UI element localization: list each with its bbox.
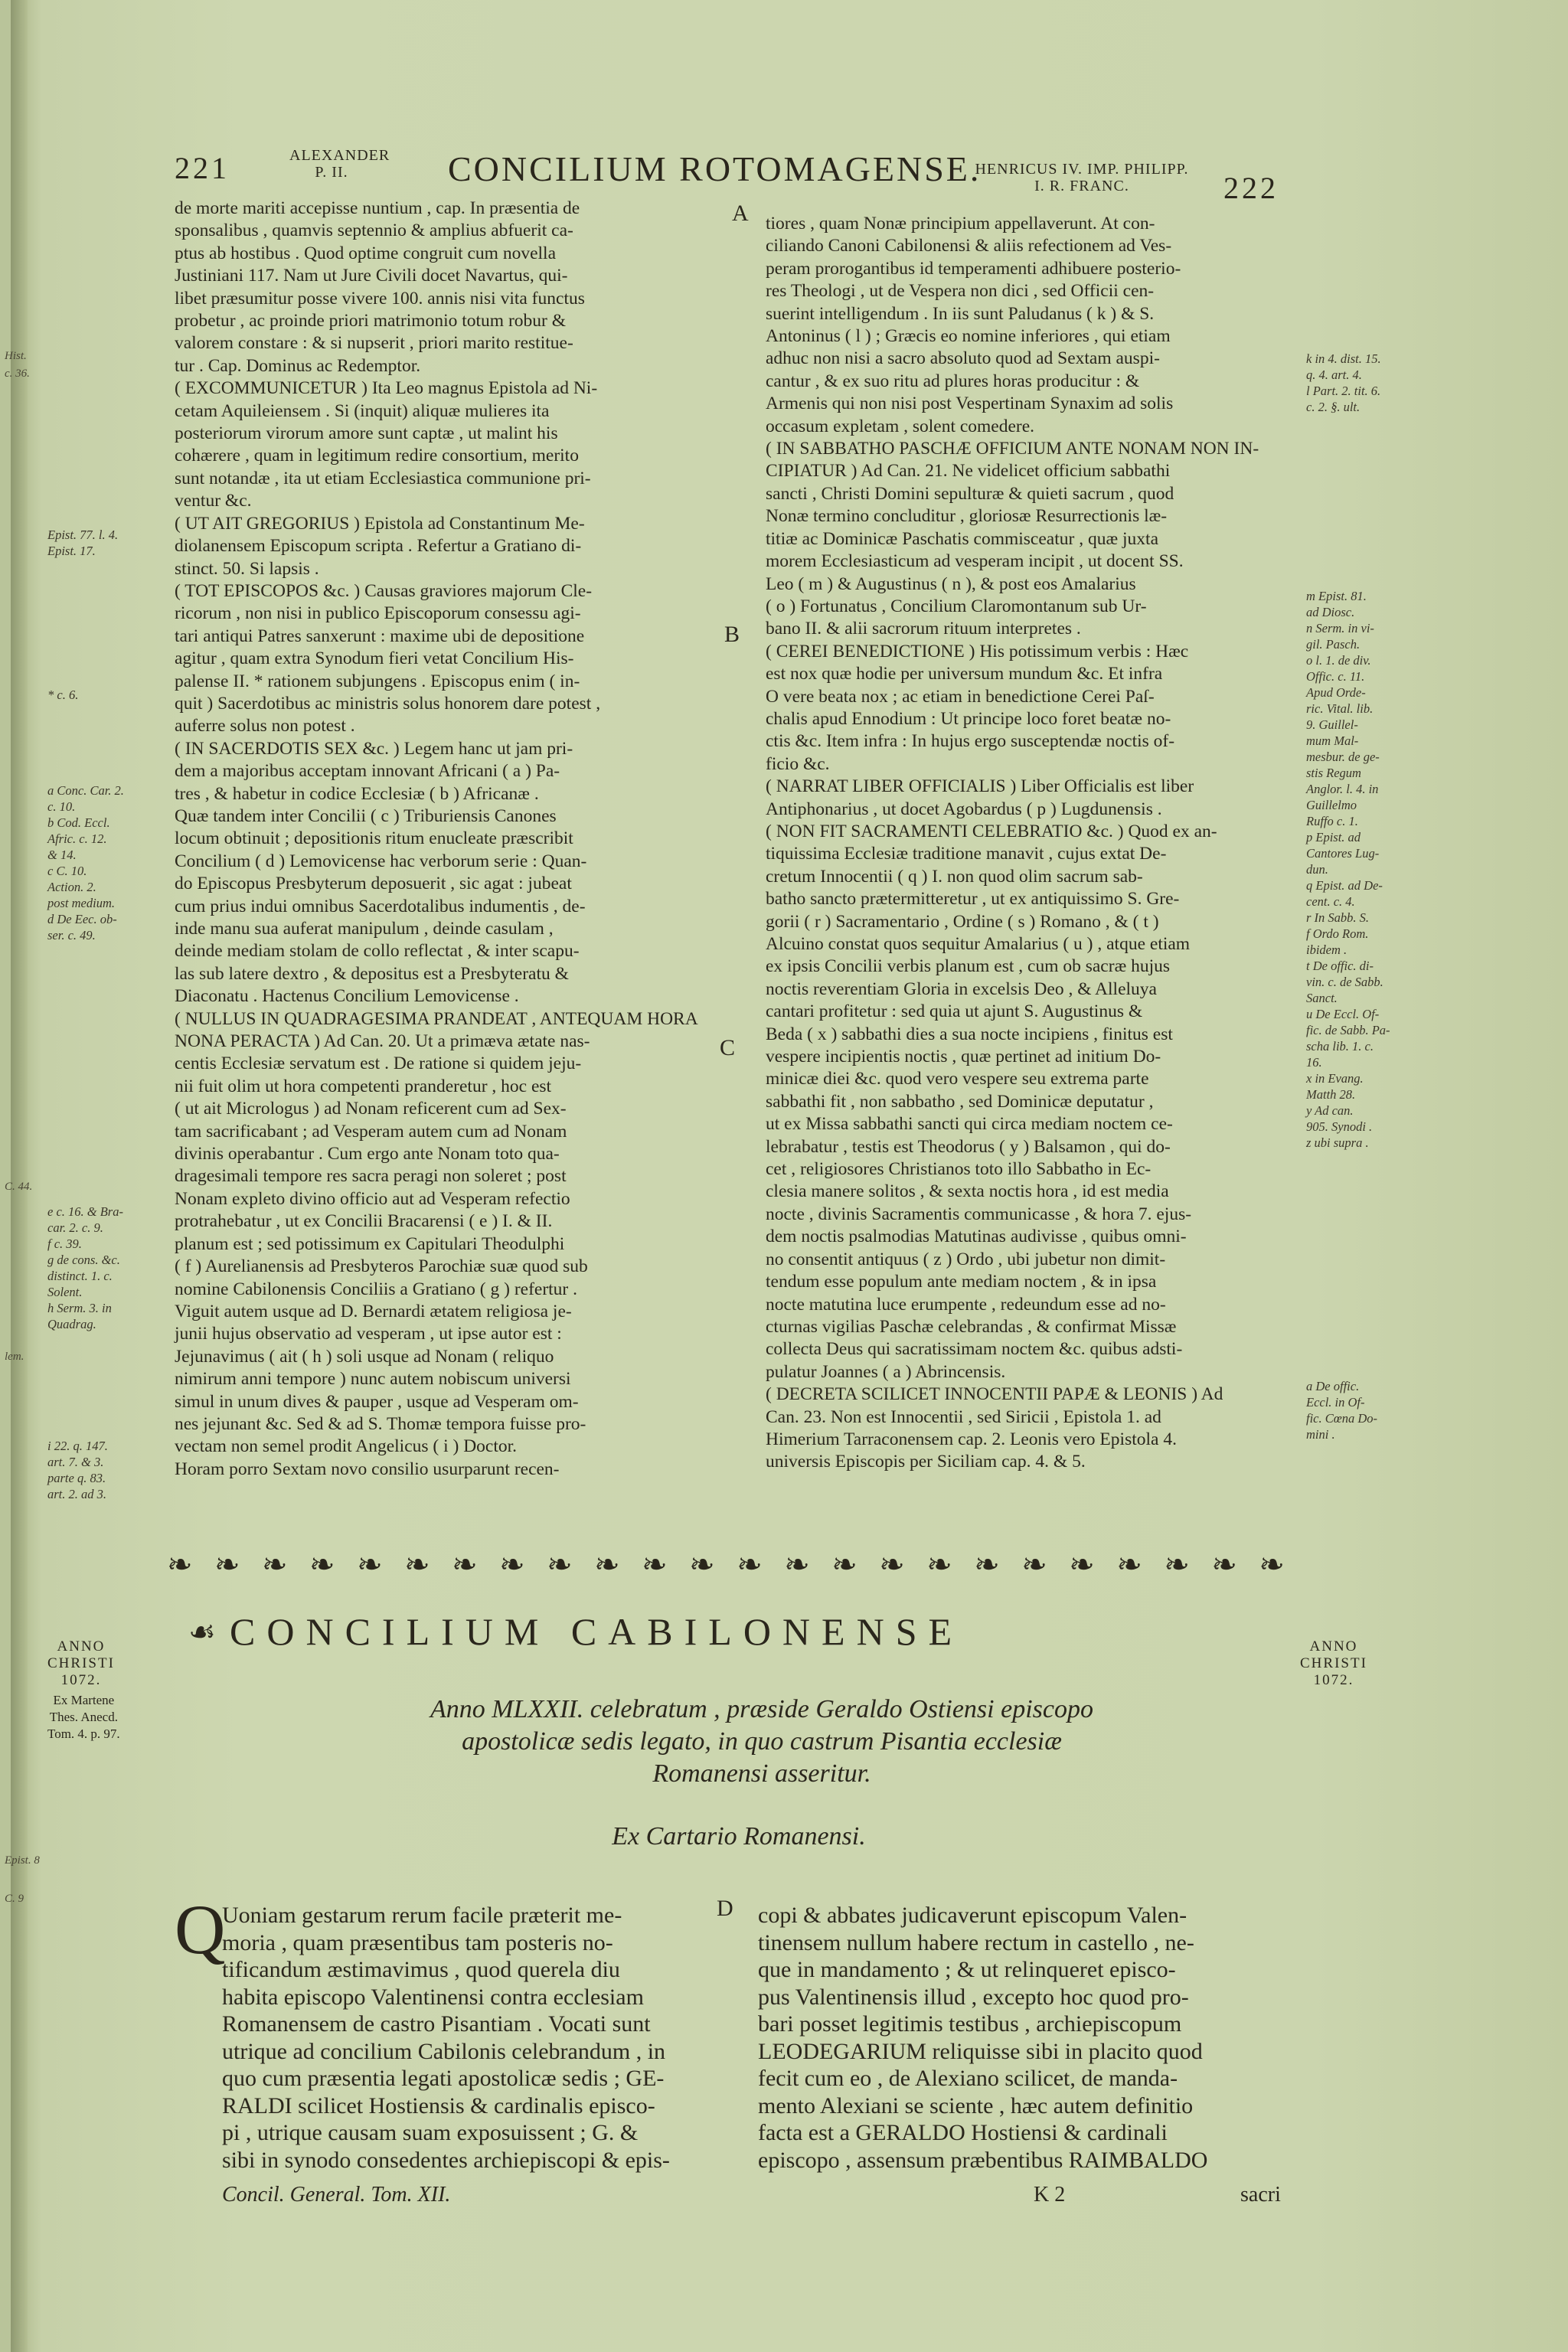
ornament-glyph: ❧ bbox=[1164, 1547, 1190, 1582]
text-line: titiæ ac Dominicæ Paschatis commisceatur , quæ juxta bbox=[766, 528, 1158, 549]
text-line: bano II. & alii sacrorum rituum interpretes . bbox=[766, 619, 1081, 639]
sidenote-line: c. 10. bbox=[47, 799, 76, 814]
sidenote-line: z ubi supra . bbox=[1306, 1135, 1369, 1150]
sidenote-line: Matth 28. bbox=[1306, 1087, 1356, 1102]
sidenote-line: mum Mal- bbox=[1306, 733, 1359, 748]
sidenote-right bbox=[1306, 588, 1390, 1151]
text-line: ( NARRAT LIBER OFFICIALIS ) Liber Officialis est liber bbox=[766, 776, 1194, 797]
text-line: cum prius indui omnibus Sacerdotalibus indumentis , de- bbox=[175, 896, 586, 916]
text-line: Horam porro Sextam novo consilio usurparunt recen- bbox=[175, 1459, 560, 1479]
text-line: Nonam expleto divino officio aut ad Vesperam refectio bbox=[175, 1188, 570, 1209]
text-line: collecta Deus qui sacratissimam noctem &c. quibus adsti- bbox=[766, 1339, 1183, 1360]
signature-mark: K 2 bbox=[1034, 2183, 1066, 2207]
text-line: valorem constare : & si nupserit , priori marito restitue- bbox=[175, 333, 573, 354]
sidenote-line: r In Sabb. S. bbox=[1306, 910, 1370, 925]
text-line: adhuc non nisi a sacro absoluto quod ad Sextam auspi- bbox=[766, 348, 1160, 369]
text-line: palense II. * rationem subjungens . Episcopus enim ( in- bbox=[175, 671, 580, 691]
sidenote-line: k in 4. dist. 15. bbox=[1306, 351, 1381, 366]
fleuron-icon: ☙ bbox=[188, 1615, 216, 1649]
text-line: suerint intelligendum . In iis sunt Paludanus ( k ) & S. bbox=[766, 303, 1155, 324]
text-line: protrahebatur , ut ex Concilii Bracarensi ( e ) I. & II. bbox=[175, 1211, 553, 1232]
anno-left: ANNO CHRISTI 1072. bbox=[47, 1638, 115, 1688]
ornament-glyph: ❧ bbox=[262, 1547, 288, 1582]
sidenote-line: q Epist. ad De- bbox=[1306, 878, 1383, 893]
sidenote-left bbox=[47, 1204, 123, 1332]
text-line: ( o ) Fortunatus , Concilium Claromontanum sub Ur- bbox=[766, 596, 1147, 616]
text-line: diolanensem Episcopum scripta . Refertur a Gratiano di- bbox=[175, 536, 582, 557]
text-line: ficio &c. bbox=[766, 753, 830, 774]
text-line: dem a majoribus acceptam innovant Africani ( a ) Pa- bbox=[175, 761, 560, 782]
text-line: cetam Aquileiensem . Si (inquit) aliquæ mulieres ita bbox=[175, 400, 550, 421]
text-line: inde manu sua auferat manipulum , deinde casulam , bbox=[175, 919, 554, 939]
text-line: ( TOT EPISCOPOS &c. ) Causas graviores majorum Cle- bbox=[175, 580, 593, 601]
text-line: sponsalibus , quamvis septennio & amplius abfuerit ca- bbox=[175, 220, 573, 241]
text-line: Beda ( x ) sabbathi dies a sua nocte incipiens , finitus est bbox=[766, 1024, 1173, 1044]
text-line: nocte , divinis Sacramentis communicasse , & hora 7. ejus- bbox=[766, 1204, 1192, 1224]
text-line: Uoniam gestarum rerum facile præterit me- bbox=[222, 1903, 622, 1928]
sidenote-line: b Cod. Eccl. bbox=[47, 815, 110, 830]
catchword: sacri bbox=[1240, 2183, 1281, 2207]
text-line: tiquissima Ecclesiæ traditione manavit , cujus extat De- bbox=[766, 844, 1167, 864]
text-line: auferre solus non potest . bbox=[175, 716, 355, 737]
sidenote-line: ibidem . bbox=[1306, 942, 1348, 957]
text-line: res Theologi , ut de Vespera non dici , sed Officii cen- bbox=[766, 281, 1155, 302]
page-number-left: 221 bbox=[175, 151, 230, 185]
text-line: mento Alexiani se sciente , hæc autem definitio bbox=[758, 2092, 1194, 2118]
text-line: habita episcopo Valentinensi contra ecclesiam bbox=[222, 1984, 644, 2010]
sidenote-line: 9. Guillel- bbox=[1306, 717, 1358, 732]
edge-fragment: Hist. bbox=[5, 350, 27, 362]
text-line: stinct. 50. Si lapsis . bbox=[175, 558, 319, 579]
text-line: tendum esse populum ante mediam noctem , & in ipsa bbox=[766, 1272, 1157, 1292]
sidenote-line: Action. 2. bbox=[47, 880, 96, 894]
sidenote-line: ser. c. 49. bbox=[47, 928, 96, 942]
sidenote-line: stis Regum bbox=[1306, 766, 1361, 780]
sidenote-line: 905. Synodi . bbox=[1306, 1119, 1373, 1134]
text-line: deinde mediam stolam de collo reflectat , & inter scapu- bbox=[175, 941, 580, 962]
text-line: cet , religiosores Christianos toto illo Sabbatho in Ec- bbox=[766, 1159, 1152, 1180]
text-line: moria , quam præsentibus tam posteris no- bbox=[222, 1929, 613, 1955]
sidenote-line: Eccl. in Of- bbox=[1306, 1395, 1365, 1410]
ornament-glyph: ❧ bbox=[1021, 1547, 1047, 1582]
sidenote-line: p Epist. ad bbox=[1306, 830, 1361, 844]
ornament-glyph: ❧ bbox=[547, 1547, 573, 1582]
anno-right: ANNO CHRISTI 1072. bbox=[1300, 1638, 1367, 1688]
commentary-left-column bbox=[175, 198, 713, 1481]
text-line: cretum Innocentii ( q ) I. non quod olim sacrum sab- bbox=[766, 866, 1143, 887]
text-line: pi , utrique causam suam exposuissent ; G. & bbox=[222, 2120, 639, 2145]
ornament-glyph: ❧ bbox=[689, 1547, 715, 1582]
sidenote-line: gil. Pasch. bbox=[1306, 637, 1361, 652]
sidenote-line: u De Eccl. Of- bbox=[1306, 1007, 1380, 1021]
text-line: ( NON FIT SACRAMENTI CELEBRATIO &c. ) Quod ex an- bbox=[766, 821, 1217, 841]
text-line: tam sacrificabant ; ad Vesperam autem cum ad Nonam bbox=[175, 1121, 567, 1142]
margin-letter-a: A bbox=[732, 201, 749, 226]
text-line: nii fuit olim ut hora competenti pranderetur , hoc est bbox=[175, 1076, 552, 1096]
text-line: Viguit autem usque ad D. Bernardi ætatem religiosa je- bbox=[175, 1301, 572, 1321]
ornamental-band bbox=[167, 1543, 1285, 1586]
text-line: cohærere , quam in legitimum redire consortium, merito bbox=[175, 446, 579, 466]
text-line: divinis operabantur . Cum ergo ante Nonam toto qua- bbox=[175, 1144, 560, 1165]
text-line: tinensem nullum habere rectum in castello , ne- bbox=[758, 1929, 1194, 1955]
sidenote-left bbox=[47, 687, 78, 703]
sidenote-line: o l. 1. de div. bbox=[1306, 653, 1371, 668]
text-line: occasum expletam , solent comedere. bbox=[766, 416, 1035, 436]
sidenote-left bbox=[47, 1438, 108, 1502]
sidenote-line: * c. 6. bbox=[47, 688, 79, 702]
sidenote-right bbox=[1306, 351, 1381, 415]
text-line: cantari profitetur : sed quia ut ajunt S. Augustinus & bbox=[766, 1001, 1143, 1022]
ornament-glyph: ❧ bbox=[594, 1547, 620, 1582]
ornament-glyph: ❧ bbox=[499, 1547, 525, 1582]
text-line: Concilium ( d ) Lemovicense hac verborum serie : Quan- bbox=[175, 851, 587, 871]
ornament-glyph: ❧ bbox=[879, 1547, 905, 1582]
text-line: ciliando Canoni Cabilonensi & aliis refectionem ad Ves- bbox=[766, 236, 1172, 256]
sidenote-right bbox=[1306, 1378, 1377, 1442]
ornament-glyph: ❧ bbox=[357, 1547, 383, 1582]
text-line: quo cum præsentia legati apostolicæ sedis ; GE- bbox=[222, 2066, 665, 2091]
text-line: no consentit antiquus ( z ) Ordo , ubi jubetur non dimit- bbox=[766, 1249, 1166, 1269]
text-line: Leo ( m ) & Augustinus ( n ), & post eos Amalarius bbox=[766, 573, 1136, 594]
text-line: tari antiqui Patres sanxerunt : maxime ubi de depositione bbox=[175, 626, 585, 646]
text-line: simul in unum dives & pauper , usque ad Vesperam om- bbox=[175, 1391, 579, 1412]
text-line: facta est a GERALDO Hostiensi & cardinali bbox=[758, 2120, 1168, 2145]
ornament-glyph: ❧ bbox=[214, 1547, 240, 1582]
sidenote-line: m Epist. 81. bbox=[1306, 589, 1367, 603]
body-left-column bbox=[222, 1902, 712, 2174]
sidenote-line: c C. 10. bbox=[47, 864, 87, 878]
ornament-glyph: ❧ bbox=[167, 1547, 193, 1582]
text-line: dem noctis psalmodias Matutinas audivisse , quibus omni- bbox=[766, 1227, 1187, 1247]
pope-heading: ALEXANDER P. II. bbox=[289, 147, 390, 181]
sidenote-left bbox=[47, 527, 118, 559]
text-line: est nox quæ hodie per universum mundum &c. Et infra bbox=[766, 664, 1163, 684]
sidenote-line: parte q. 83. bbox=[47, 1471, 106, 1485]
text-line: fecit cum eo , de Alexiano scilicet, de manda- bbox=[758, 2066, 1178, 2091]
text-line: ( f ) Aurelianensis ad Presbyteros Parochiæ suæ quod sub bbox=[175, 1256, 588, 1277]
sidenote-line: a De offic. bbox=[1306, 1379, 1360, 1393]
sidenote-line: Cantores Lug- bbox=[1306, 846, 1380, 861]
text-line: libet præsumitur posse vivere 100. annis nisi vita functus bbox=[175, 288, 585, 309]
sidenote-line: Afric. c. 12. bbox=[47, 831, 107, 846]
section-source: Ex Cartario Romanensi. bbox=[612, 1822, 866, 1851]
sidenote-line: y Ad can. bbox=[1306, 1103, 1354, 1118]
text-line: O vere beata nox ; ac etiam in benedictione Cerei Paſ- bbox=[766, 686, 1155, 707]
sidenote-line: cent. c. 4. bbox=[1306, 894, 1355, 909]
text-line: chalis apud Ennodium : Ut principe loco foret beatæ no- bbox=[766, 708, 1171, 729]
text-line: planum est ; sed potissimum ex Capitulari Theodulphi bbox=[175, 1233, 565, 1254]
edge-fragment: c. 36. bbox=[5, 368, 30, 380]
sidenote-line: f c. 39. bbox=[47, 1236, 82, 1251]
text-line: posteriorum virorum amore sunt captæ , ut malint his bbox=[175, 423, 558, 444]
ornament-glyph: ❧ bbox=[784, 1547, 810, 1582]
text-line: ( CEREI BENEDICTIONE ) His potissimum verbis : Hæc bbox=[766, 641, 1189, 662]
text-line: Himerium Tarraconensem cap. 2. Leonis vero Epistola 4. bbox=[766, 1429, 1177, 1449]
sidenote-line: x in Evang. bbox=[1306, 1071, 1364, 1086]
sidenote-line: fic. de Sabb. Pa- bbox=[1306, 1023, 1390, 1037]
text-line: locum obtinuit ; depositionis ritum enucleate præscribit bbox=[175, 828, 573, 849]
section-title: CONCILIUM CABILONENSE bbox=[230, 1610, 964, 1653]
text-line: vespere incipientis noctis , quæ pertinet ad initium Do- bbox=[766, 1047, 1161, 1067]
margin-letter-d: D bbox=[717, 1896, 733, 1921]
ornament-glyph: ❧ bbox=[1069, 1547, 1095, 1582]
margin-letter-c: C bbox=[720, 1035, 736, 1060]
ornament-glyph: ❧ bbox=[737, 1547, 763, 1582]
sidenote-line: n Serm. in vi- bbox=[1306, 621, 1374, 635]
sidenote-line: a Conc. Car. 2. bbox=[47, 783, 124, 798]
sidenote-line: Epist. 77. l. 4. bbox=[47, 528, 119, 542]
sidenote-left bbox=[47, 782, 124, 943]
emperor-heading: HENRICUS IV. IMP. PHILIPP. I. R. FRANC. bbox=[975, 161, 1189, 194]
sidenote-line: ric. Vital. lib. bbox=[1306, 701, 1374, 716]
text-line: de morte mariti accepisse nuntium , cap. In præsentia de bbox=[175, 198, 580, 218]
sidenote-line: Ruffo c. 1. bbox=[1306, 814, 1358, 828]
sidenote-line: t De offic. di- bbox=[1306, 959, 1374, 973]
text-line: ( DECRETA SCILICET INNOCENTII PAPÆ & LEONIS ) Ad bbox=[766, 1384, 1223, 1405]
text-line: ( IN SABBATHO PASCHÆ OFFICIUM ANTE NONAM NON IN- bbox=[766, 439, 1259, 459]
text-line: peram prorogantibus id temperamenti adhibuere posterio- bbox=[766, 258, 1181, 279]
text-line: nes jejunant &c. Sed & ad S. Thomæ tempora fuisse pro- bbox=[175, 1413, 586, 1434]
sidenote-line: Epist. 17. bbox=[47, 544, 96, 558]
sidenote-line: l Part. 2. tit. 6. bbox=[1306, 384, 1381, 398]
text-line: ricorum , non nisi in publico Episcoporum consessu agi- bbox=[175, 603, 581, 624]
ornament-glyph: ❧ bbox=[309, 1547, 335, 1582]
text-line: sabbathi fit , non sabbatho , sed Dominicæ deputatur , bbox=[766, 1091, 1154, 1112]
page-title: CONCILIUM ROTOMAGENSE. bbox=[448, 149, 982, 188]
text-line: ut ex Missa sabbathi sancti qui circa mediam noctem ce- bbox=[766, 1114, 1173, 1135]
text-line: ex ipsis Concilii verbis planum est , cum ob sacræ hujus bbox=[766, 956, 1171, 977]
sidenote-line: Anglor. l. 4. in bbox=[1306, 782, 1379, 796]
text-line: tiores , quam Nonæ principium appellaverunt. At con- bbox=[766, 214, 1155, 234]
text-line: LEODEGARIUM reliquisse sibi in placito quod bbox=[758, 2038, 1203, 2064]
text-line: nomine Cabilonensis Conciliis a Gratiano ( g ) refertur . bbox=[175, 1279, 578, 1299]
sidenote-line: f Ordo Rom. bbox=[1306, 926, 1369, 941]
text-line: Antoninus ( l ) ; Græcis eo nomine inferiores , qui etiam bbox=[766, 326, 1171, 347]
text-line: pus Valentinensis illud , excepto hoc quod pro- bbox=[758, 1984, 1189, 2010]
sidenote-line: scha lib. 1. c. bbox=[1306, 1039, 1374, 1054]
text-line: RALDI scilicet Hostiensis & cardinalis episco- bbox=[222, 2092, 655, 2118]
body-right-column bbox=[758, 1902, 1294, 2174]
sidenote-line: 16. bbox=[1306, 1055, 1322, 1070]
text-line: cantur , & ex suo ritu ad plures horas producitur : & bbox=[766, 371, 1140, 391]
text-line: que in mandamento ; & ut relinqueret episco- bbox=[758, 1957, 1176, 1982]
text-line: Diaconatu . Hactenus Concilium Lemovicense . bbox=[175, 986, 519, 1007]
sidenote-line: Apud Orde- bbox=[1306, 685, 1366, 700]
sidenote-line: art. 2. ad 3. bbox=[47, 1487, 107, 1501]
text-line: cturnas vigilias Paschæ celebrandas , & confirmat Missæ bbox=[766, 1316, 1177, 1337]
sidenote-line: Quadrag. bbox=[47, 1317, 96, 1331]
text-line: episcopo , assensum præbentibus RAIMBALDO bbox=[758, 2147, 1208, 2173]
text-line: CIPIATUR ) Ad Can. 21. Ne videlicet officium sabbathi bbox=[766, 461, 1171, 482]
text-line: ctis &c. Item infra : In hujus ergo susceptendæ noctis of- bbox=[766, 731, 1175, 752]
sidenote-line: e c. 16. & Bra- bbox=[47, 1204, 123, 1219]
text-line: agitur , quam extra Synodum fieri vetat Concilium His- bbox=[175, 648, 574, 669]
ornament-glyph: ❧ bbox=[831, 1547, 858, 1582]
text-line: tur . Cap. Dominus ac Redemptor. bbox=[175, 355, 421, 376]
ornament-glyph: ❧ bbox=[642, 1547, 668, 1582]
sidenote-line: Sanct. bbox=[1306, 991, 1338, 1005]
text-line: dragesimali tempore res sacra peragi non soleret ; post bbox=[175, 1166, 567, 1187]
volume-line: Concil. General. Tom. XII. bbox=[222, 2183, 451, 2207]
text-line: utrique ad concilium Cabilonis celebrandum , in bbox=[222, 2038, 666, 2064]
ornament-glyph: ❧ bbox=[1116, 1547, 1142, 1582]
text-line: gorii ( r ) Sacramentario , Ordine ( s ) Romano , & ( t ) bbox=[766, 911, 1159, 932]
text-line: morem Ecclesiasticum ad vesperam incipit , ut docent SS. bbox=[766, 551, 1184, 572]
text-line: ( EXCOMMUNICETUR ) Ita Leo magnus Epistola ad Ni- bbox=[175, 378, 598, 399]
text-line: ( NULLUS IN QUADRAGESIMA PRANDEAT , ANTEQUAM HORA bbox=[175, 1008, 698, 1029]
text-line: Alcuino constat quos sequitur Amalarius ( u ) , atque etiam bbox=[766, 934, 1191, 954]
text-line: clesia manere solitos , & sexta noctis hora , id est media bbox=[766, 1181, 1169, 1202]
source-left: Ex Martene Thes. Anecd. Tom. 4. p. 97. bbox=[47, 1693, 120, 1741]
text-line: Can. 23. Non est Innocentii , sed Siricii , Epistola 1. ad bbox=[766, 1406, 1161, 1427]
sidenote-line: car. 2. c. 9. bbox=[47, 1220, 103, 1235]
text-line: nimirum anni tempore ) nunc autem nobiscum universi bbox=[175, 1369, 571, 1390]
text-line: NONA PERACTA ) Ad Can. 20. Ut a primæva ætate nas- bbox=[175, 1031, 590, 1052]
text-line: lebrabatur , testis est Theodorus ( y ) Balsamon , qui do- bbox=[766, 1136, 1171, 1157]
margin-letter-b: B bbox=[724, 622, 740, 647]
text-line: Jejunavimus ( ait ( h ) soli usque ad Nonam ( reliquo bbox=[175, 1346, 554, 1367]
text-line: pulatur Joannes ( a ) Abrincensis. bbox=[766, 1361, 1006, 1382]
text-line: Antiphonarius , ut docet Agobardus ( p ) Lugdunensis . bbox=[766, 799, 1162, 819]
sidenote-line: & 14. bbox=[47, 848, 77, 862]
text-line: Justiniani 117. Nam ut Jure Civili docet Navartus, qui- bbox=[175, 266, 568, 286]
sidenote-line: art. 7. & 3. bbox=[47, 1455, 104, 1469]
sidenote-line: Offic. c. 11. bbox=[1306, 669, 1365, 684]
sidenote-line: mesbur. de ge- bbox=[1306, 750, 1380, 764]
text-line: probetur , ac proinde priori matrimonio totum robur & bbox=[175, 311, 567, 332]
drop-cap: Q bbox=[175, 1890, 226, 1968]
text-line: junii hujus observatio ad vesperam , ut ipse autor est : bbox=[175, 1324, 562, 1344]
sidenote-line: distinct. 1. c. bbox=[47, 1269, 113, 1283]
text-line: Quæ tandem inter Concilii ( c ) Triburiensis Canones bbox=[175, 805, 557, 826]
text-line: centis Ecclesiæ servatum est . De ratione si quidem jeju- bbox=[175, 1054, 582, 1074]
edge-fragment: C. 44. bbox=[5, 1181, 33, 1193]
text-line: sunt notandæ , ita ut etiam Ecclesiastica communione pri- bbox=[175, 468, 591, 488]
text-line: Armenis qui non nisi post Vespertinam Synaxim ad solis bbox=[766, 394, 1174, 414]
sidenote-line: d De Eec. ob- bbox=[47, 912, 117, 926]
text-line: las sub latere dextro , & depositus est a Presbyteratu & bbox=[175, 963, 569, 984]
text-line: ptus ab hostibus . Quod optime congruit cum novella bbox=[175, 243, 557, 263]
text-line: sancti , Christi Domini sepulturæ & quieti sacrum , quod bbox=[766, 483, 1174, 504]
page-number-right: 222 bbox=[1223, 171, 1279, 205]
sidenote-line: q. 4. art. 4. bbox=[1306, 368, 1362, 382]
text-line: minicæ diei &c. quod vero vespere seu extrema parte bbox=[766, 1069, 1149, 1089]
text-line: copi & abbates judicaverunt episcopum Valen- bbox=[758, 1903, 1187, 1928]
sidenote-line: Guillelmo bbox=[1306, 798, 1357, 812]
text-line: Romanensem de castro Pisantiam . Vocati sunt bbox=[222, 2011, 651, 2037]
text-line: ( ut ait Micrologus ) ad Nonam reficerent cum ad Sex- bbox=[175, 1099, 567, 1119]
ornament-glyph: ❧ bbox=[1211, 1547, 1237, 1582]
text-line: sibi in synodo consedentes archiepiscopi & epis- bbox=[222, 2147, 670, 2173]
text-line: noctis reverentiam Gloria in excelsis Deo , & Alleluya bbox=[766, 978, 1157, 999]
edge-fragment: lem. bbox=[5, 1351, 24, 1363]
text-line: Nonæ termino concluditur , gloriosæ Resurrectionis læ- bbox=[766, 506, 1168, 527]
ornament-glyph: ❧ bbox=[404, 1547, 430, 1582]
text-line: tificandum æstimavimus , quod querela diu bbox=[222, 1957, 620, 1982]
sidenote-line: dun. bbox=[1306, 862, 1328, 877]
text-line: nocte matutina luce erumpente , redeundum esse ad no- bbox=[766, 1294, 1166, 1315]
text-line: universis Episcopis per Siciliam cap. 4. & 5. bbox=[766, 1452, 1086, 1472]
sidenote-line: post medium. bbox=[47, 896, 115, 910]
text-line: quit ) Sacerdotibus ac ministris solus honorem dare potest , bbox=[175, 693, 601, 714]
text-line: ventur &c. bbox=[175, 491, 252, 511]
sidenote-line: c. 2. §. ult. bbox=[1306, 400, 1361, 414]
commentary-right-column bbox=[766, 213, 1294, 1474]
sidenote-line: i 22. q. 147. bbox=[47, 1439, 108, 1453]
text-line: vectam non semel prodit Angelicus ( i ) Doctor. bbox=[175, 1436, 518, 1457]
sidenote-line: g de cons. &c. bbox=[47, 1253, 120, 1267]
sidenote-line: vin. c. de Sabb. bbox=[1306, 975, 1383, 989]
ornament-glyph: ❧ bbox=[974, 1547, 1000, 1582]
sidenote-line: h Serm. 3. in bbox=[47, 1301, 112, 1315]
text-line: tres , & habetur in codice Ecclesiæ ( b ) Africanæ . bbox=[175, 783, 539, 804]
sidenote-line: ad Diosc. bbox=[1306, 605, 1355, 619]
sidenote-line: Solent. bbox=[47, 1285, 83, 1299]
section-subtitle: Anno MLXXII. celebratum , præside Geraldo Ostiensi episcopo apostolicæ sedis legato, in quo castrum Pisantia ecclesiæ Romanensi asseritur. bbox=[430, 1695, 1093, 1788]
ornament-glyph: ❧ bbox=[926, 1547, 952, 1582]
sidenote-line: fic. Cœna Do- bbox=[1306, 1411, 1378, 1426]
sidenote-line: mini . bbox=[1306, 1427, 1335, 1442]
text-line: bari posset legitimis testibus , archiepiscopum bbox=[758, 2011, 1182, 2037]
text-line: batho sancto prætermitteretur , ut ex antiquissimo S. Gre- bbox=[766, 889, 1180, 910]
ornament-glyph: ❧ bbox=[1259, 1547, 1285, 1582]
edge-fragment: C. 9 bbox=[5, 1893, 24, 1905]
text-line: ( UT AIT GREGORIUS ) Epistola ad Constantinum Me- bbox=[175, 513, 585, 534]
edge-fragment: Epist. 8 bbox=[5, 1854, 40, 1867]
text-line: do Episcopus Presbyterum deposuerit , sic agat : jubeat bbox=[175, 874, 572, 894]
text-line: ( IN SACERDOTIS SEX &c. ) Legem hanc ut jam pri- bbox=[175, 738, 573, 759]
ornament-glyph: ❧ bbox=[452, 1547, 478, 1582]
